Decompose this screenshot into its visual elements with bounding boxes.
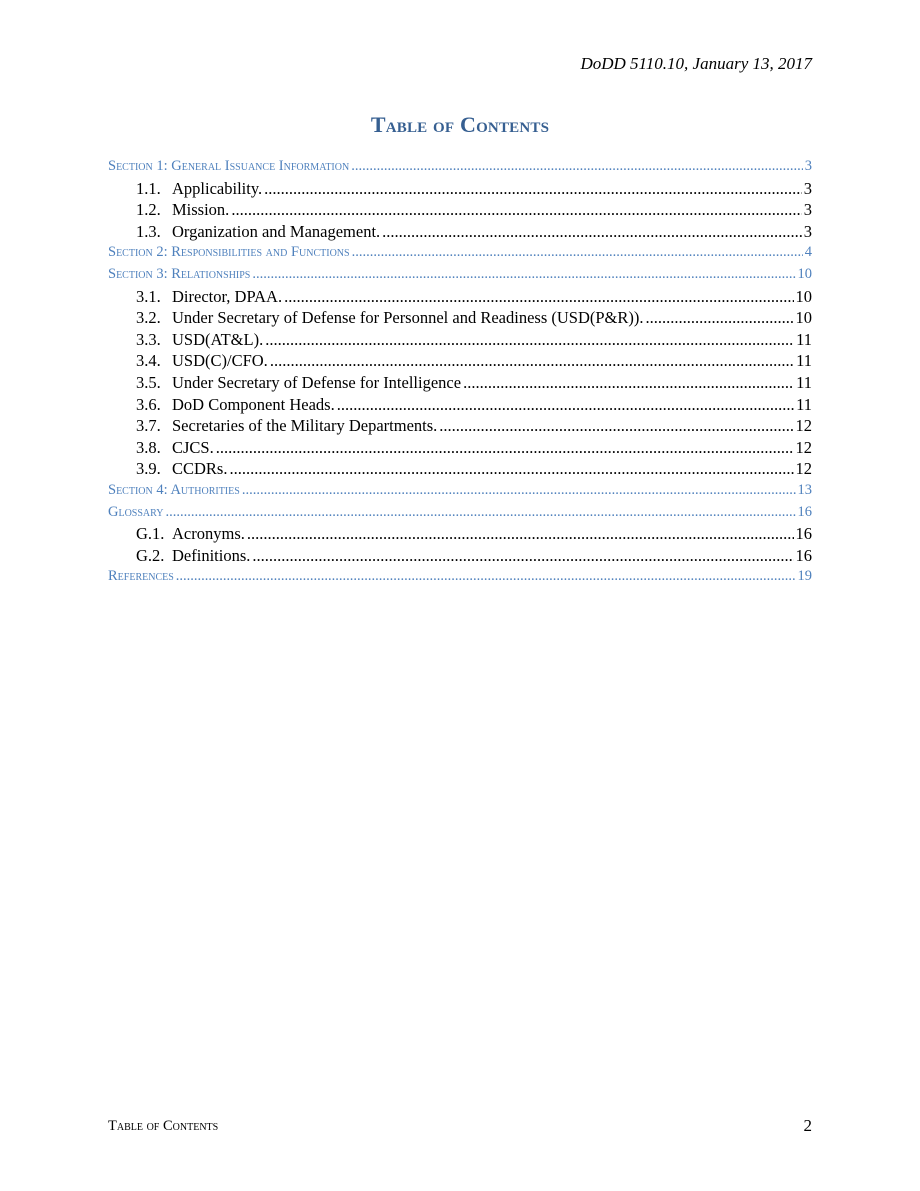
toc-page-number: 16 — [795, 545, 812, 565]
toc-entry-number: 3.9. — [136, 459, 161, 479]
toc-page-number: 3 — [804, 158, 812, 174]
toc-subsection-entry[interactable] — [108, 415, 812, 437]
toc-page-number: 3 — [803, 221, 812, 241]
toc-subsection-entry[interactable] — [108, 394, 812, 416]
toc-entry-label: USD(C)/CFO. — [172, 351, 268, 371]
toc-subsection-entry[interactable] — [108, 372, 812, 394]
toc-dot-leader — [382, 221, 802, 243]
toc-entry-number: 3.8. — [136, 437, 161, 457]
toc-entry-label: Organization and Management. — [172, 221, 381, 241]
toc-entry-label: Section 4: Authorities — [108, 481, 240, 498]
toc-dot-leader — [229, 458, 793, 480]
toc-section-entry[interactable] — [108, 502, 812, 524]
footer-section-label: Table of Contents — [108, 1118, 219, 1134]
toc-dot-leader — [270, 350, 794, 372]
toc-page-number: 4 — [804, 244, 812, 261]
toc-entry-label: USD(AT&L). — [172, 329, 264, 349]
toc-page-number: 12 — [795, 437, 812, 457]
toc-entry-label: Definitions. — [172, 545, 251, 565]
toc-entry-label: CJCS. — [172, 437, 214, 457]
toc-dot-leader — [166, 502, 796, 524]
toc-entry-label: Applicability. — [172, 178, 263, 198]
toc-entry-number: 1.3. — [136, 221, 161, 241]
toc-entry-number: G.2. — [136, 545, 165, 565]
toc-section-entry[interactable] — [108, 264, 812, 286]
toc-page-number: 13 — [797, 481, 812, 498]
toc-page-number: 19 — [797, 568, 812, 585]
toc-dot-leader — [352, 242, 803, 264]
toc-subsection-entry[interactable] — [108, 307, 812, 329]
toc-page-number: 11 — [796, 372, 812, 392]
toc-entry-label: CCDRs. — [172, 459, 228, 479]
toc-entry-number: 3.5. — [136, 372, 161, 392]
toc-section-entry[interactable] — [108, 242, 812, 264]
toc-subsection-entry[interactable] — [108, 199, 812, 221]
toc-page-number: 10 — [795, 286, 812, 306]
toc-dot-leader — [265, 329, 794, 351]
toc-entry-label: Section 1: General Issuance Information — [108, 158, 350, 174]
toc-section-entry[interactable] — [108, 566, 812, 588]
footer-page-number: 2 — [803, 1116, 812, 1135]
toc-page-number: 3 — [803, 200, 812, 220]
toc-page-number: 12 — [795, 416, 812, 436]
toc-entry-label: Section 3: Relationships — [108, 265, 251, 282]
toc-page-number: 10 — [795, 308, 812, 328]
toc-dot-leader — [351, 156, 803, 178]
toc-page-number: 10 — [797, 265, 812, 282]
toc-subsection-entry[interactable] — [108, 350, 812, 372]
table-of-contents — [108, 156, 812, 588]
toc-dot-leader — [247, 523, 794, 545]
toc-subsection-entry[interactable] — [108, 178, 812, 200]
toc-dot-leader — [439, 415, 793, 437]
toc-entry-number: 3.6. — [136, 394, 161, 414]
toc-entry-number: 3.3. — [136, 329, 161, 349]
toc-dot-leader — [252, 545, 793, 567]
toc-dot-leader — [242, 480, 796, 502]
toc-title: Table of Contents — [370, 112, 550, 137]
toc-entry-label: Mission. — [172, 200, 230, 220]
toc-subsection-entry[interactable] — [108, 545, 812, 567]
toc-subsection-entry[interactable] — [108, 437, 812, 459]
toc-entry-label: Director, DPAA. — [172, 286, 283, 306]
toc-dot-leader — [646, 307, 794, 329]
toc-page-number: 11 — [796, 329, 812, 349]
toc-entry-number: 3.2. — [136, 308, 161, 328]
toc-page-number: 3 — [803, 178, 812, 198]
toc-dot-leader — [463, 372, 794, 394]
toc-entry-label: Secretaries of the Military Departments. — [172, 416, 438, 436]
toc-subsection-entry[interactable] — [108, 458, 812, 480]
toc-dot-leader — [231, 199, 801, 221]
toc-section-entry[interactable] — [108, 156, 812, 178]
toc-entry-number: 3.1. — [136, 286, 161, 306]
toc-dot-leader — [337, 394, 794, 416]
toc-entry-label: Under Secretary of Defense for Personnel and Readiness (USD(P&R)). — [172, 308, 644, 328]
toc-entry-label: DoD Component Heads. — [172, 394, 335, 414]
toc-entry-number: 3.7. — [136, 416, 161, 436]
toc-entry-number: 3.4. — [136, 351, 161, 371]
toc-entry-label: Section 2: Responsibilities and Functions — [108, 244, 350, 261]
toc-entry-label: Acronyms. — [172, 524, 245, 544]
toc-subsection-entry[interactable] — [108, 329, 812, 351]
document-header-reference: DoDD 5110.10, January 13, 2017 — [580, 54, 812, 73]
toc-subsection-entry[interactable] — [108, 286, 812, 308]
toc-dot-leader — [216, 437, 794, 459]
toc-entry-number: 1.2. — [136, 200, 161, 220]
toc-dot-leader — [176, 566, 796, 588]
toc-entry-number: 1.1. — [136, 178, 161, 198]
toc-entry-number: G.1. — [136, 524, 165, 544]
toc-page-number: 16 — [797, 503, 812, 520]
toc-page-number: 11 — [796, 351, 812, 371]
toc-dot-leader — [284, 286, 793, 308]
toc-section-entry[interactable] — [108, 480, 812, 502]
toc-page-number: 11 — [796, 394, 812, 414]
toc-dot-leader — [264, 178, 802, 200]
toc-entry-label: Under Secretary of Defense for Intelligence — [172, 372, 462, 392]
toc-entry-label: References — [108, 568, 174, 585]
toc-dot-leader — [252, 264, 795, 286]
toc-subsection-entry[interactable] — [108, 523, 812, 545]
toc-page-number: 12 — [795, 459, 812, 479]
toc-page-number: 16 — [795, 524, 812, 544]
toc-entry-label: Glossary — [108, 503, 164, 520]
toc-subsection-entry[interactable] — [108, 221, 812, 243]
